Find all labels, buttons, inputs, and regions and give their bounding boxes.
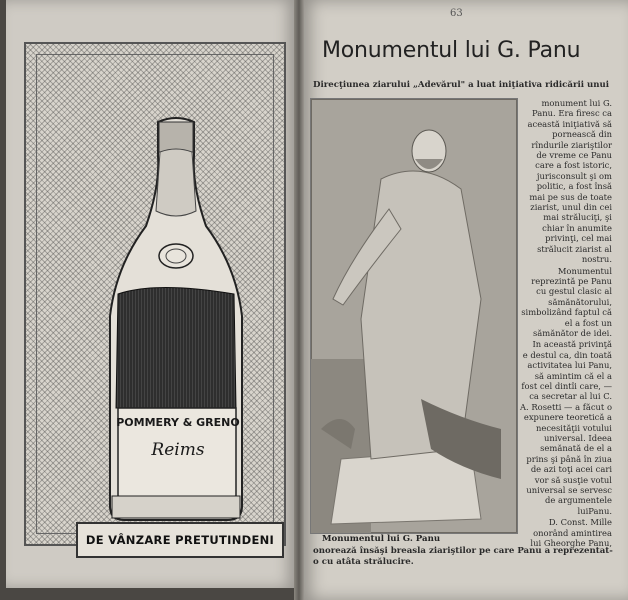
ad-label-brand: POMMERY & GRENO (116, 416, 240, 429)
article-paragraph-2: Monumentul reprezintă pe Panu cu gestul clasic al sămănătorului, simbolizând faptul că el a fost un sămănător de idei. (521, 265, 612, 338)
article-tail: onorează însăşi breasla ziariştilor pe care Panu a reprezentat-o cu atâta strălucire. (313, 546, 613, 567)
statue-image (311, 99, 517, 533)
monument-photo (310, 98, 518, 534)
page-number: 63 (450, 8, 463, 19)
ad-slogan: DE VÂNZARE PRETUTINDENI (76, 522, 284, 558)
article-paragraph-3: In această privinţă e destul ca, din toată activitatea lui Panu, să amintim că el a fost cel dintîi care, —ca secretar al lui C. A. Rosetti — a făcut o expunere teoretică a necesităţii votului universal. Ideea semănată de el a prins şi până în ziua de azi toţi acei cari vor să susţie votul universal se servesc de argumentele luiPanu. (520, 339, 612, 516)
ad-label-city: Reims (151, 440, 205, 460)
article-headline: Monumentul lui G. Panu (322, 38, 581, 63)
article-lead: Direcţiunea ziarului „Adevărul" a luat iniţiativa ridicării unui (313, 80, 610, 90)
champagne-advertisement (24, 42, 286, 546)
article-paragraph-4: D. Const. Mille onorând amintirea lui Gheorghe Panu, (530, 517, 612, 549)
article-paragraph-1: monument lui G. Panu. Era firesc ca această iniţiativă să pornească din rîndurile ziariştilor de vreme ce Panu care a fost istoric, jurisconsult şi om politic, a fost însă mai pe sus de toate ziarist, unul din cei mai străluciţi, şi chiar în anumite privinţi, cel mai strălucit ziarist al nostru. (527, 98, 612, 265)
book-gutter (294, 0, 304, 600)
champagne-bottle-illustration (96, 116, 256, 526)
photo-caption: Monumentul lui G. Panu (322, 534, 441, 544)
article-body-column (520, 98, 612, 549)
